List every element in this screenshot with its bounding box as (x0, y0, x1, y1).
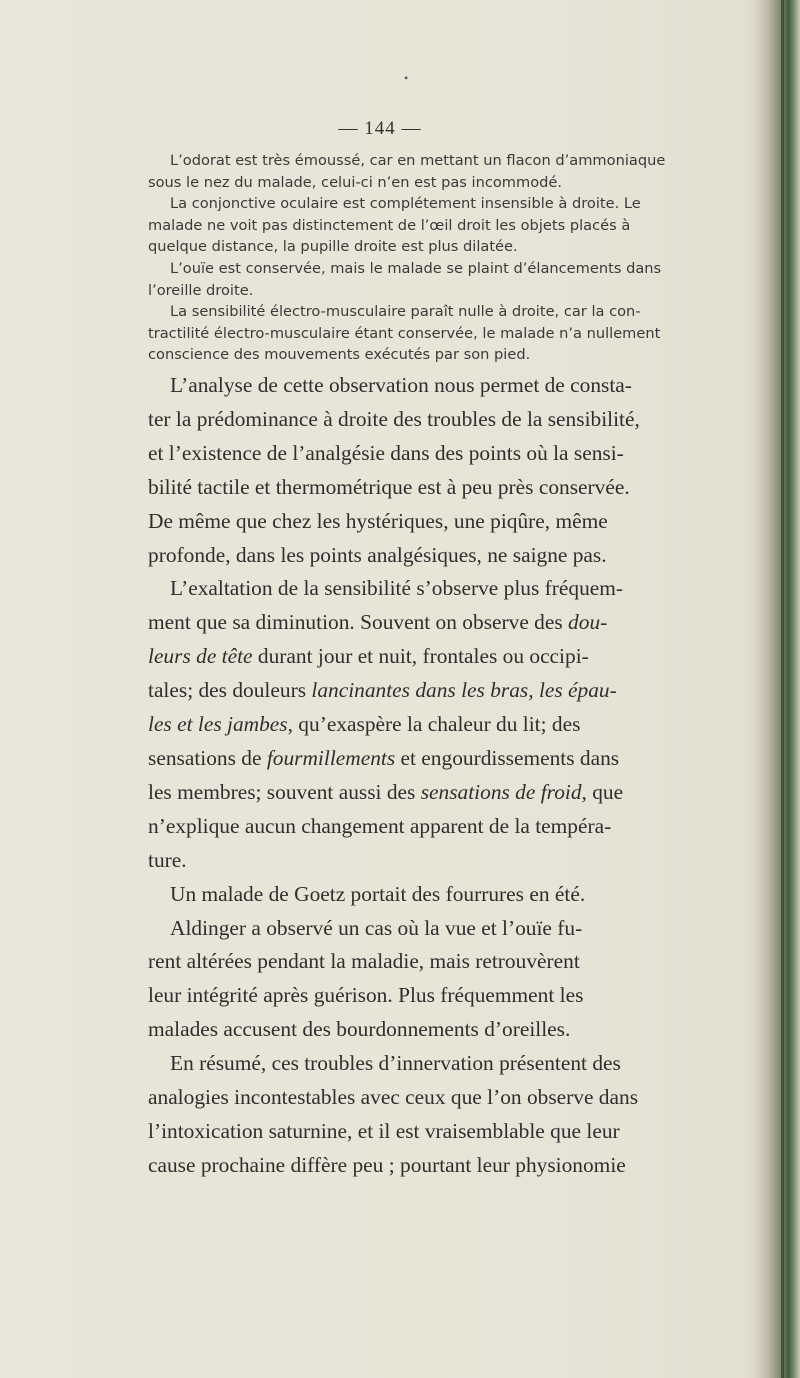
text-segment: tales; des douleurs (148, 678, 312, 703)
italic-term: les et les jambes (148, 712, 288, 737)
text-line: malades accusent des bourdonnements d’oreilles. (148, 1017, 571, 1042)
text-line: Aldinger a observé un cas où la vue et l’ouïe fu- (170, 915, 583, 940)
text-line: bilité tactile et thermométrique est à peu près conservée. (148, 474, 630, 499)
text-line: En résumé, ces troubles d’innervation présentent des (170, 1051, 621, 1076)
text-segment: ment que sa diminution. Souvent on observe des (148, 610, 569, 635)
paragraph-aldinger (148, 912, 772, 1048)
page-number-header: — 144 — (338, 118, 422, 139)
binding-shadow-line (781, 0, 784, 1378)
text-line: ter la prédominance à droite des troubles de la sensibilité, (148, 406, 640, 431)
text-line (148, 708, 772, 742)
text-segment: durant jour et nuit, frontales ou occipi- (252, 644, 589, 669)
paragraph-summary (148, 1047, 772, 1183)
text-line: leur intégrité après guérison. Plus fréquemment les (148, 983, 584, 1008)
text-line: L’analyse de cette observation nous permet de consta- (170, 373, 632, 397)
text-line: l’oreille droite. (148, 281, 254, 299)
text-line: L’ouïe est conservée, mais le malade se plaint d’élancements dans (170, 259, 662, 277)
text-line: De même que chez les hystériques, une piqûre, même (148, 508, 608, 533)
italic-term: fourmillements (266, 745, 396, 770)
text-line: L’odorat est très émoussé, car en mettant un flacon d’ammoniaque (170, 152, 666, 169)
print-mark: • (404, 71, 409, 85)
text-line: ture. (148, 847, 187, 872)
text-line (148, 640, 772, 674)
text-line: et l’existence de l’analgésie dans des points où la sensi- (148, 440, 624, 465)
text-line (148, 742, 772, 776)
text-line: profonde, dans les points analgésiques, ne saigne pas. (148, 542, 607, 567)
text-segment: , qu’exaspère la chaleur du lit; des (287, 712, 581, 737)
text-line: La conjonctive oculaire est complétement insensible à droite. Le (170, 195, 641, 213)
paragraph-goetz (148, 878, 772, 912)
text-line: rent altérées pendant la maladie, mais retrouvèrent (148, 949, 580, 974)
text-line: quelque distance, la pupille droite est plus dilatée. (148, 238, 518, 256)
italic-term: dou- (568, 610, 608, 635)
italic-term: sensations de froid (420, 779, 582, 804)
text-line: malade ne voit pas distinctement de l’œil droit les objets placés à (148, 216, 631, 234)
text-line: La sensibilité électro-musculaire paraît nulle à droite, car la con- (170, 303, 641, 321)
paragraph-analysis (148, 369, 772, 572)
text-line (148, 776, 772, 810)
text-line: conscience des mouvements exécutés par son pied. (148, 346, 531, 364)
text-line: cause prochaine diffère peu ; pourtant leur physionomie (148, 1152, 626, 1177)
text-segment: et engourdissements dans (395, 745, 620, 770)
italic-term: leurs de tête (148, 644, 253, 669)
text-segment: , que (581, 779, 624, 804)
text-segment: sensations de (148, 745, 267, 770)
text-line (148, 606, 772, 640)
text-line: l’intoxication saturnine, et il est vraisemblable que leur (148, 1118, 620, 1143)
paragraph-exaltation (148, 572, 772, 877)
text-line (148, 674, 772, 708)
text-line: n’explique aucun changement apparent de la tempéra- (148, 813, 612, 838)
main-text (148, 369, 772, 1183)
text-line: tractilité électro-musculaire étant conservée, le malade n’a nullement (148, 324, 661, 342)
text-line: sous le nez du malade, celui-ci n’en est pas incommodé. (148, 173, 563, 191)
text-line: analogies incontestables avec ceux que l’on observe dans (148, 1085, 639, 1110)
text-line: L’exaltation de la sensibilité s’observe plus fréquem- (170, 576, 624, 601)
clinical-notes (148, 150, 772, 366)
text-line: Un malade de Goetz portait des fourrures en été. (170, 881, 586, 906)
italic-term: lancinantes dans les bras, les épau- (311, 678, 617, 703)
text-segment: les membres; souvent aussi des (148, 779, 421, 804)
